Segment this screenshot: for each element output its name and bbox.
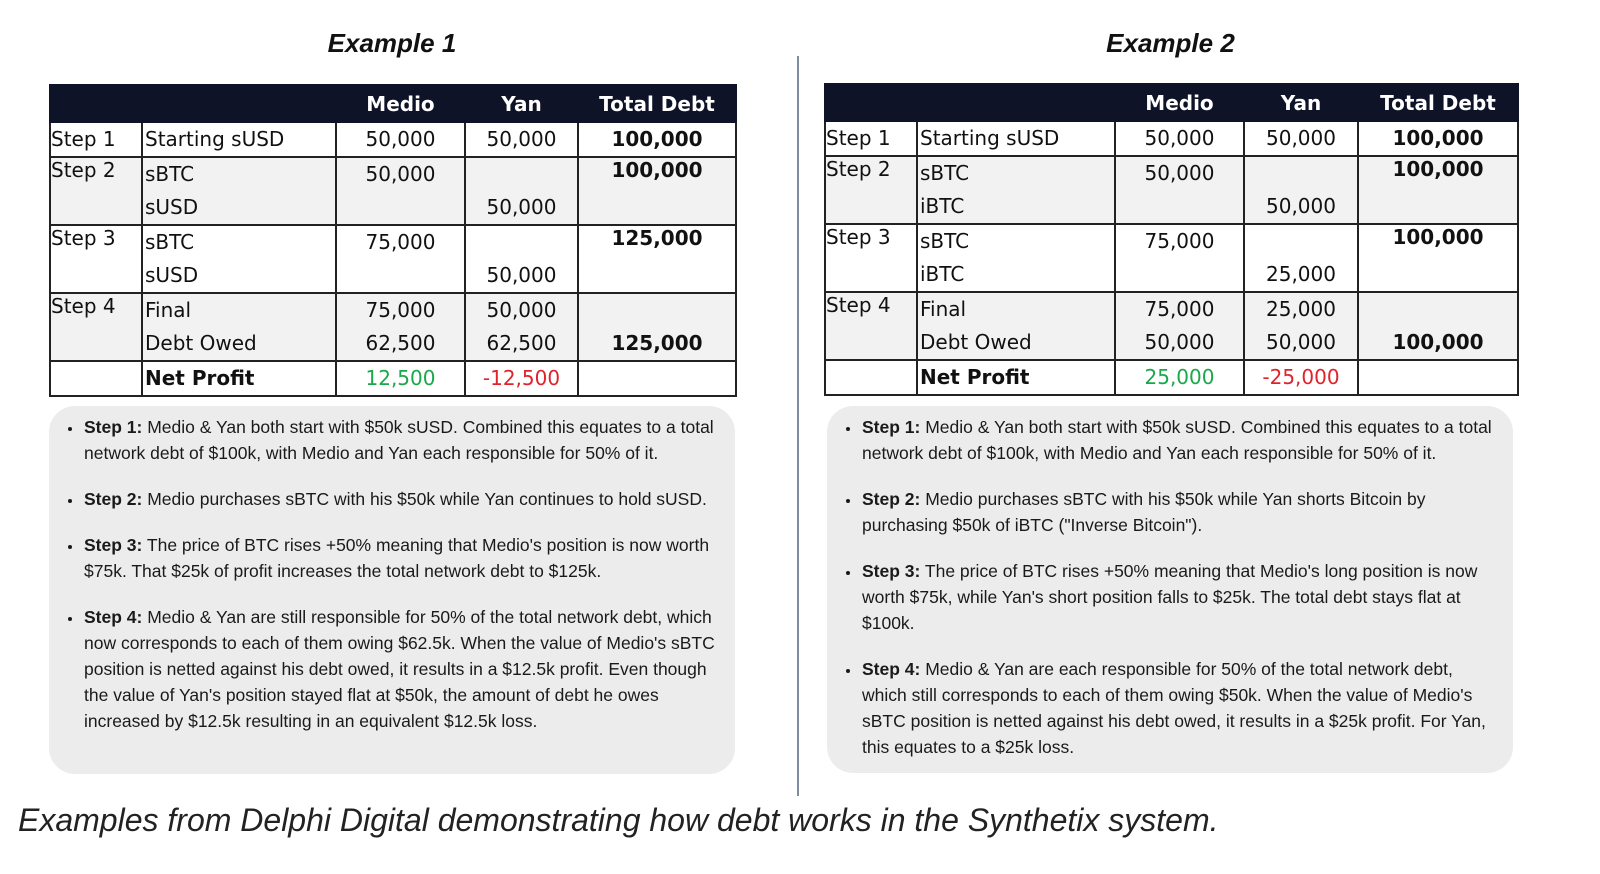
medio-cell: 50,000 [1115, 121, 1244, 156]
yan-cell: 50,000 [465, 122, 578, 157]
net-profit-label: Net Profit [142, 361, 336, 396]
total-debt-cell: 100,000 [578, 122, 736, 157]
total-debt-cell: 125,000 [578, 225, 736, 293]
example-2-title: Example 2 [1106, 28, 1235, 58]
yan-cell: 50,000 [465, 157, 578, 225]
medio-cell: 75,000 62,500 [336, 293, 465, 361]
yan-cell: 50,000 [1244, 121, 1358, 156]
total-debt-cell: 100,000 [1358, 292, 1518, 360]
yan-cell: 25,000 50,000 [1244, 292, 1358, 360]
figure-caption: Examples from Delphi Digital demonstrating how debt works in the Synthetix system. [18, 802, 1219, 838]
step-label: Step 2 [50, 157, 142, 225]
table-row-step-2 [825, 156, 1518, 224]
table-row-net-profit [825, 360, 1518, 395]
table-row-net-profit [50, 361, 736, 396]
list-item: • Step 1: Medio & Yan both start with $50k sUSD. Combined this equates to a total network debt of $100k, with Medio and Yan each responsible for 50% of it. [83, 414, 721, 466]
header-blank [50, 85, 336, 122]
net-profit-label: Net Profit [917, 360, 1115, 395]
yan-net-profit: -12,500 [465, 361, 578, 396]
medio-cell: 50,000 [1115, 156, 1244, 224]
row-label: Starting sUSD [142, 122, 336, 157]
row-label: Final Debt Owed [142, 293, 336, 361]
medio-net-profit: 12,500 [336, 361, 465, 396]
total-debt-cell: 100,000 [1358, 156, 1518, 224]
header-blank [825, 84, 1115, 121]
yan-net-profit: -25,000 [1244, 360, 1358, 395]
step-label: Step 1 [825, 121, 917, 156]
table-row-step-2 [50, 157, 736, 225]
table-header-row [825, 84, 1518, 121]
empty-cell [825, 360, 917, 395]
table-row-step-3 [825, 224, 1518, 292]
table-row-step-4 [825, 292, 1518, 360]
step-label: Step 3 [50, 225, 142, 293]
medio-cell: 75,000 [1115, 224, 1244, 292]
row-label: Starting sUSD [917, 121, 1115, 156]
yan-cell: 25,000 [1244, 224, 1358, 292]
header-medio: Medio [1115, 84, 1244, 121]
yan-cell: 50,000 62,500 [465, 293, 578, 361]
empty-cell [578, 361, 736, 396]
table-header-row [50, 85, 736, 122]
row-label: sBTC sUSD [142, 157, 336, 225]
empty-cell [1358, 360, 1518, 395]
yan-cell: 50,000 [1244, 156, 1358, 224]
step-label: Step 1 [50, 122, 142, 157]
row-label: sBTC iBTC [917, 156, 1115, 224]
step-label: Step 4 [825, 292, 917, 360]
list-item: • Step 2: Medio purchases sBTC with his $50k while Yan continues to hold sUSD. [83, 486, 721, 512]
table-row-step-3 [50, 225, 736, 293]
medio-cell: 75,000 50,000 [1115, 292, 1244, 360]
header-yan: Yan [1244, 84, 1358, 121]
step-label: Step 3 [825, 224, 917, 292]
example-1-title: Example 1 [327, 28, 457, 58]
list-item: • Step 4: Medio & Yan are each responsible for 50% of the total network debt, which still corresponds to each of them owing $50k. When the value of Medio's sBTC position is netted against his debt owed, it results in a $25k profit. For Yan, this equates to a $25k loss. [861, 656, 1499, 760]
list-item: • Step 4: Medio & Yan are still responsible for 50% of the total network debt, which now corresponds to each of them owing $62.5k. When the value of Medio's sBTC position is netted against his debt owed, it results in a $12.5k profit. Even though the value of Yan's position stayed flat at $50k, the amount of debt he owes increased by $12.5k resulting in an equivalent $12.5k loss. [83, 604, 721, 734]
example-2-table [824, 83, 1519, 396]
yan-cell: 50,000 [465, 225, 578, 293]
center-divider [797, 56, 799, 796]
example-1-notes [49, 406, 735, 774]
table-row-step-1 [825, 121, 1518, 156]
row-label: sBTC sUSD [142, 225, 336, 293]
example-1-table [49, 84, 737, 397]
list-item: • Step 3: The price of BTC rises +50% meaning that Medio's position is now worth $75k. That $25k of profit increases the total network debt to $125k. [83, 532, 721, 584]
row-label: Final Debt Owed [917, 292, 1115, 360]
medio-cell: 75,000 [336, 225, 465, 293]
medio-net-profit: 25,000 [1115, 360, 1244, 395]
header-yan: Yan [465, 85, 578, 122]
medio-cell: 50,000 [336, 157, 465, 225]
header-total-debt: Total Debt [1358, 84, 1518, 121]
step-label: Step 2 [825, 156, 917, 224]
table-row-step-4 [50, 293, 736, 361]
row-label: sBTC iBTC [917, 224, 1115, 292]
total-debt-cell: 100,000 [578, 157, 736, 225]
table-row-step-1 [50, 122, 736, 157]
list-item: • Step 3: The price of BTC rises +50% meaning that Medio's long position is now worth $75k, while Yan's short position falls to $25k. The total debt stays flat at $100k. [861, 558, 1499, 636]
total-debt-cell: 125,000 [578, 293, 736, 361]
list-item: • Step 2: Medio purchases sBTC with his $50k while Yan shorts Bitcoin by purchasing $50k of iBTC ("Inverse Bitcoin"). [861, 486, 1499, 538]
step-label: Step 4 [50, 293, 142, 361]
header-total-debt: Total Debt [578, 85, 736, 122]
total-debt-cell: 100,000 [1358, 224, 1518, 292]
header-medio: Medio [336, 85, 465, 122]
medio-cell: 50,000 [336, 122, 465, 157]
total-debt-cell: 100,000 [1358, 121, 1518, 156]
example-2-notes [827, 406, 1513, 773]
empty-cell [50, 361, 142, 396]
list-item: • Step 1: Medio & Yan both start with $50k sUSD. Combined this equates to a total network debt of $100k, with Medio and Yan each responsible for 50% of it. [861, 414, 1499, 466]
